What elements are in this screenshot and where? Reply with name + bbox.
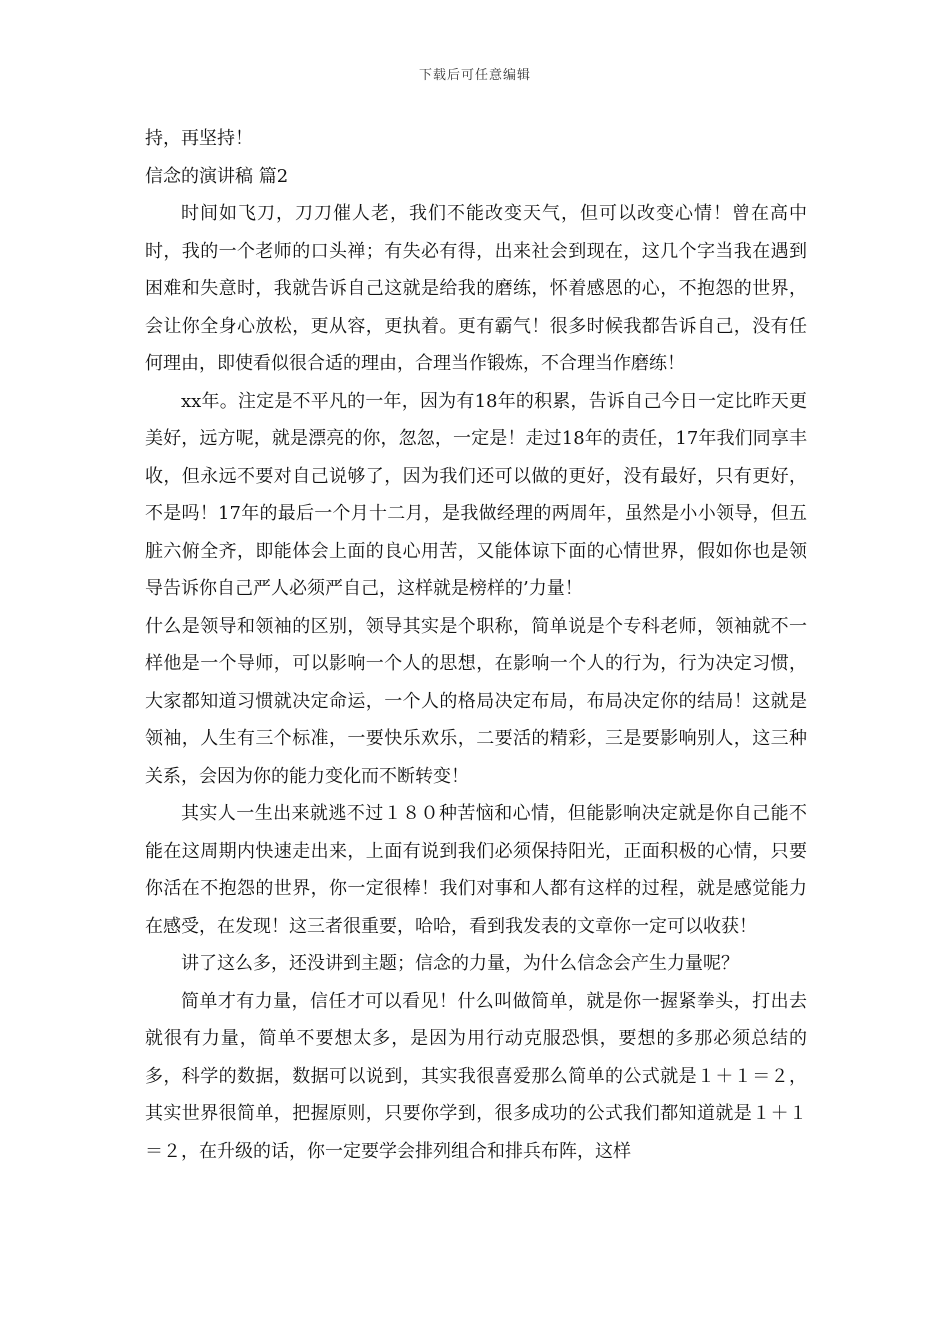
paragraph: xx年。注定是不平凡的一年，因为有18年的积累，告诉自己今日一定比昨天更美好，远方呢，就是漂亮的你，忽忽，一定是！走过18年的责任，17年我们同享丰收，但永远不要对自己说够了，因为我们还可以做的更好，没有最好，只有更好，不是吗！17年的最后一个月十二月，是我做经理的两周年，虽然是小小领导，但五脏六俯全齐，即能体会上面的良心用苦，又能体谅下面的心情世界，假如你也是领导告诉你自己严人必须严自己，这样就是榜样的’力量！	[145, 390, 807, 599]
paragraph: 其实人一生出来就逃不过１８０种苦恼和心情，但能影响决定就是你自己能不能在这周期内快速走出来，上面有说到我们必须保持阳光，正面积极的心情，只要你活在不抱怨的世界，你一定很棒！我们对事和人都有这样的过程，就是感觉能力在感受，在发现！这三者很重要，哈哈，看到我发表的文章你一定可以收获！	[145, 803, 807, 937]
paragraph: 时间如飞刀，刀刀催人老，我们不能改变天气，但可以改变心情！曾在高中时，我的一个老师的口头禅；有失必有得，出来社会到现在，这几个字当我在遇到困难和失意时，我就告诉自己这就是给我的磨练，怀着感恩的心，不抱怨的世界，会让你全身心放松，更从容，更执着。更有霸气！很多时候我都告诉自己，没有任何理由，即使看似很合适的理由，合理当作锻炼，不合理当作磨练！	[145, 203, 807, 374]
paragraph: 简单才有力量，信任才可以看见！什么叫做简单，就是你一握紧拳头，打出去就很有力量，简单不要想太多，是因为用行动克服恐惧，要想的多那必须总结的多，科学的数据，数据可以说到，其实我很喜爱那么简单的公式就是１＋１＝２，其实世界很简单，把握原则，只要你学到，很多成功的公式我们都知道就是１＋１＝２，在升级的话，你一定要学会排列组合和排兵布阵，这样	[145, 990, 807, 1162]
section-title: 信念的演讲稿 篇2	[145, 165, 289, 187]
page-header: 下载后可任意编辑	[418, 68, 531, 83]
continuation-line: 持，再坚持！	[145, 128, 253, 149]
document-body	[145, 120, 807, 1170]
paragraph: 什么是领导和领袖的区别，领导其实是个职称，简单说是个专科老师，领袖就不一样他是一个导师，可以影响一个人的思想，在影响一个人的行为，行为决定习惯，大家都知道习惯就决定命运，一个人的格局决定布局，布局决定你的结局！这就是领袖，人生有三个标准，一要快乐欢乐，二要活的精彩，三是要影响别人，这三种关系，会因为你的能力变化而不断转变！	[145, 615, 807, 787]
paragraph: 讲了这么多，还没讲到主题；信念的力量，为什么信念会产生力量呢？	[181, 953, 739, 974]
